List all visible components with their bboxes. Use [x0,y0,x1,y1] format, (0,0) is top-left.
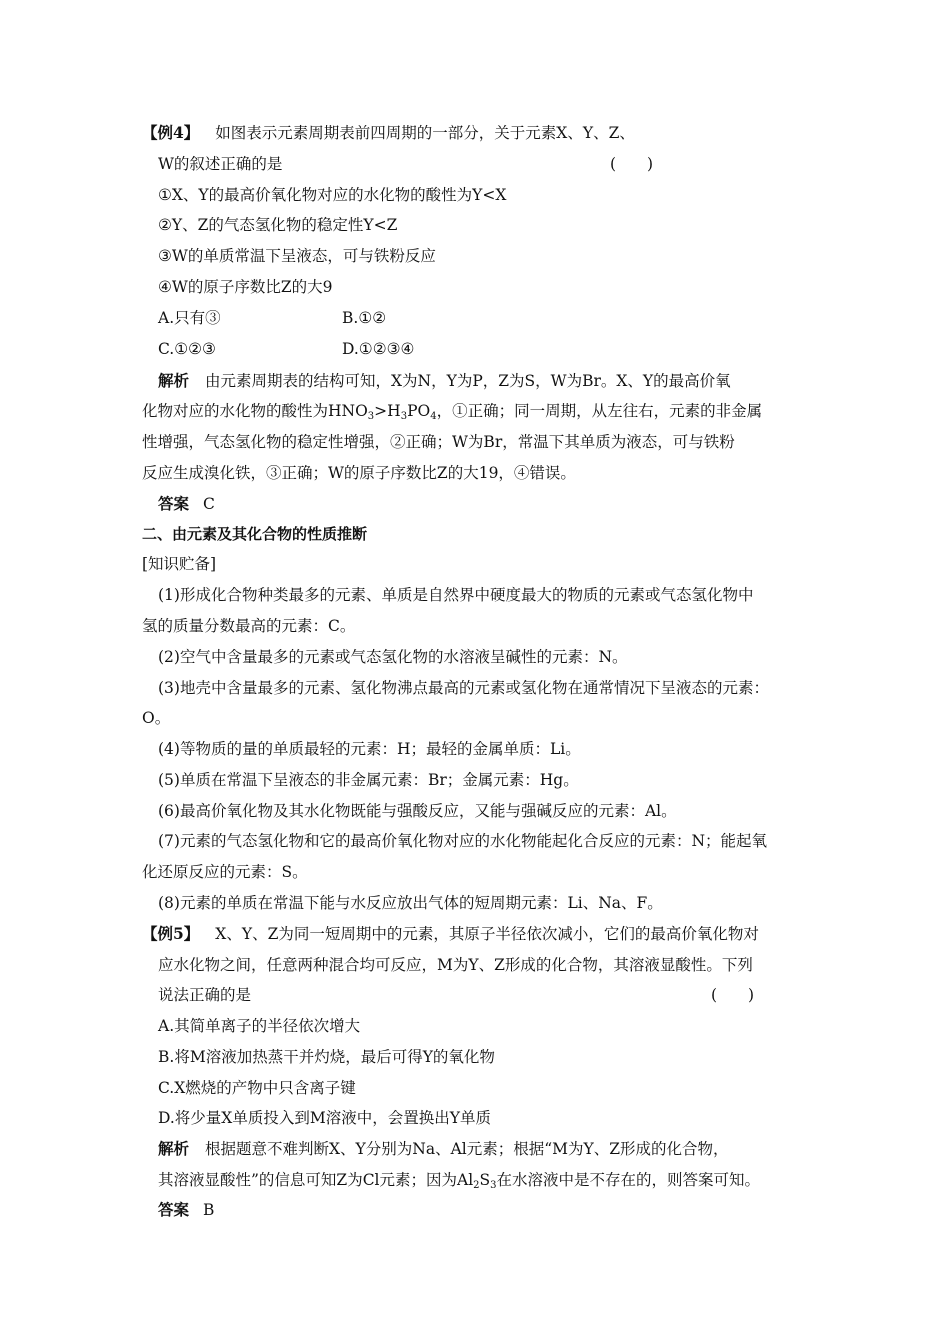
subscript: 4 [430,411,437,422]
knowledge-item-7-line1: (7)元素的气态氢化物和它的最高价氧化物对应的水化物能起化合反应的元素：N；能起氧 [158,832,768,850]
example5-answer-line [158,1200,214,1220]
subscript: 2 [473,1180,480,1191]
example4-analysis-text1: 由元素周期表的结构可知，X为N，Y为P，Z为S，W为Br。X、Y的最高价氧 [205,372,731,390]
example5-analysis-text2b: S [479,1171,491,1189]
knowledge-item-8: (8)元素的单质在常温下能与水反应放出气体的短周期元素：Li、Na、F。 [158,894,663,912]
example5-stem-line3: 说法正确的是 [158,986,252,1004]
knowledge-item-5: (5)单质在常温下呈液态的非金属元素：Br；金属元素：Hg。 [158,771,579,789]
subscript: 3 [367,411,375,422]
knowledge-item-3-line1: (3)地壳中含量最多的元素、氢化物沸点最高的元素或氢化物在通常情况下呈液态的元素： [158,679,769,697]
section2-knowledge-label: [知识贮备] [142,555,217,573]
subscript: 3 [400,411,408,422]
example4-option-d: D.①②③④ [342,340,415,358]
example4-statement-2: ②Y、Z的气态氢化物的稳定性Y<Z [158,216,398,234]
example4-answer-paren: ( ) [610,155,654,173]
example5-tag: 【例5】 [142,924,200,943]
example4-answer-line [158,494,215,514]
section2-title: 二、由元素及其化合物的性质推断 [142,525,368,543]
example5-analysis-line1 [158,1139,729,1159]
example5-stem-line1 [142,924,759,944]
example5-stem-text1: X、Y、Z为同一短周期中的元素，其原子半径依次减小，它们的最高价氧化物对 [215,925,759,943]
example5-analysis-text2a: 其溶液显酸性”的信息可知Z为Cl元素；因为Al [158,1171,474,1189]
example4-tag: 【例4】 [142,123,200,142]
example5-analysis-label: 解析 [158,1139,190,1158]
example4-statement-4: ④W的原子序数比Z的大9 [158,278,333,296]
example4-statement-1: ①X、Y的最高价氧化物对应的水化物的酸性为Y<X [158,186,507,204]
example4-analysis-label: 解析 [158,371,190,390]
knowledge-item-1-line1: (1)形成化合物种类最多的元素、单质是自然界中硬度最大的物质的元素或气态氢化物中 [158,586,754,604]
example4-option-c: C.①②③ [158,340,216,358]
knowledge-item-7-line2: 化还原反应的元素：S。 [142,863,308,881]
example5-analysis-text2c: 在水溶液中是不存在的，则答案可知。 [496,1171,761,1189]
example4-answer-label: 答案 [158,494,190,513]
example5-option-b: B.将M溶液加热蒸干并灼烧，最后可得Y的氧化物 [158,1048,495,1066]
example5-stem-line2: 应水化物之间，任意两种混合均可反应，M为Y、Z形成的化合物，其溶液显酸性。下列 [158,956,753,974]
example5-answer-label: 答案 [158,1200,190,1219]
example5-option-c: C.X燃烧的产物中只含离子键 [158,1079,356,1097]
example5-option-a: A.其简单离子的半径依次增大 [158,1017,361,1035]
example5-option-d: D.将少量X单质投入到M溶液中，会置换出Y单质 [158,1109,491,1127]
example4-answer-value: C [203,495,215,513]
example4-analysis-text2d: ，①正确；同一周期，从左往右，元素的非金属 [436,402,763,420]
example4-statement-3: ③W的单质常温下呈液态，可与铁粉反应 [158,247,436,265]
knowledge-item-3-line2: O。 [142,709,171,727]
knowledge-item-2: (2)空气中含量最多的元素或气态氢化物的水溶液呈碱性的元素：N。 [158,648,628,666]
example4-stem-line1 [142,123,635,143]
example4-option-a: A.只有③ [158,309,221,327]
example5-analysis-text1: 根据题意不难判断X、Y分别为Na、Al元素；根据“M为Y、Z形成的化合物， [205,1140,729,1158]
example4-analysis-line2 [142,401,762,421]
knowledge-item-4: (4)等物质的量的单质最轻的元素：H；最轻的金属单质：Li。 [158,740,581,758]
example4-option-b: B.①② [342,309,387,327]
example4-stem-line2: W的叙述正确的是 [158,155,283,173]
example4-analysis-line3: 性增强，气态氢化物的稳定性增强，②正确；W为Br，常温下其单质为液态，可与铁粉 [142,433,735,451]
example5-answer-paren: ( ) [711,986,755,1004]
example4-analysis-text2c: PO [407,402,431,420]
example4-analysis-text2a: 化物对应的水化物的酸性为HNO [142,402,368,420]
example5-answer-value: B [203,1201,215,1219]
example5-analysis-line2 [158,1170,760,1190]
example4-analysis-line4: 反应生成溴化铁，③正确；W的原子序数比Z的大19，④错误。 [142,464,576,482]
example4-analysis-text2b: >H [374,402,401,420]
knowledge-item-6: (6)最高价氧化物及其水化物既能与强酸反应，又能与强碱反应的元素：Al。 [158,802,677,820]
subscript: 3 [490,1180,497,1191]
example4-stem-text1: 如图表示元素周期表前四周期的一部分，关于元素X、Y、Z、 [215,124,635,142]
example4-analysis-line1 [158,371,731,391]
knowledge-item-1-line2: 氢的质量分数最高的元素：C。 [142,617,356,635]
